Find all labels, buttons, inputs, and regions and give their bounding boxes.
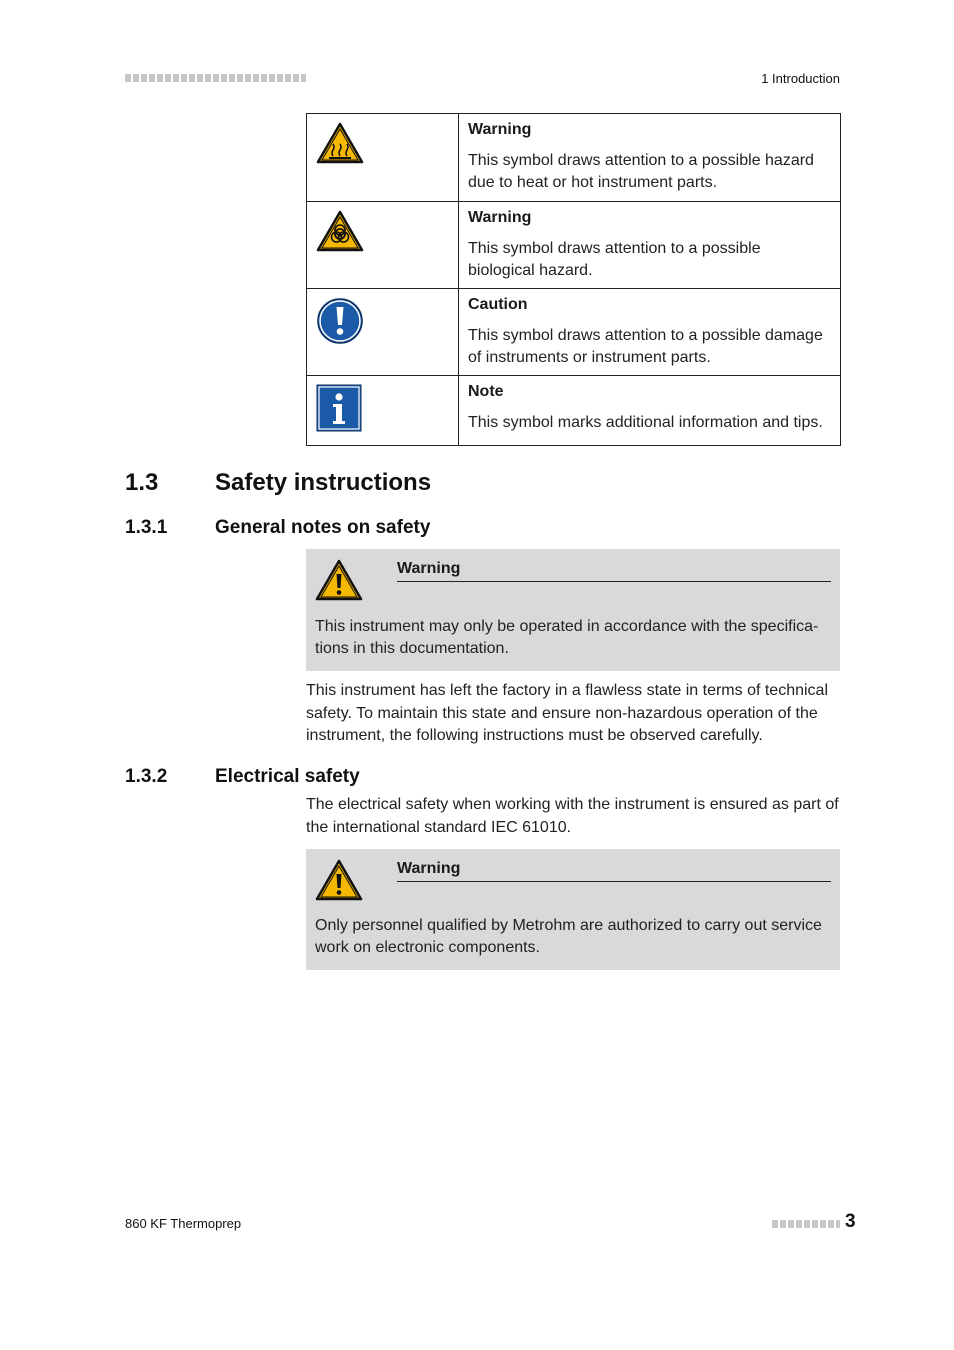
warning-title: Warning — [397, 859, 831, 882]
symbol-title: Warning — [468, 209, 532, 226]
product-name: 860 KF Thermoprep — [125, 1216, 242, 1231]
symbol-text-cell — [459, 289, 841, 376]
section-number: 1.3 — [125, 469, 159, 496]
table-row — [307, 289, 841, 376]
caution-exclamation-icon — [316, 297, 364, 345]
table-row — [307, 114, 841, 202]
warning-triangle-icon — [315, 859, 363, 901]
chapter-label: 1 Introduction — [761, 71, 840, 86]
table-row — [307, 202, 841, 289]
symbols-table — [306, 113, 841, 446]
section-title: Safety instructions — [215, 469, 432, 496]
hot-surface-icon — [316, 122, 364, 164]
subsection-title: Electrical safety — [215, 766, 360, 787]
warning-box — [306, 849, 840, 970]
warning-box — [306, 549, 840, 671]
symbol-description: This symbol draws attention to a possible damage of instruments or instrument parts. — [468, 327, 823, 366]
symbol-title: Warning — [468, 121, 532, 138]
symbol-description: This symbol draws attention to a possible hazard due to heat or hot instrument parts. — [468, 152, 814, 191]
table-row — [307, 376, 841, 446]
symbol-text-cell — [459, 202, 841, 289]
warning-text: This instrument may only be operated in accordance with the specifica-tions in this documentation. — [315, 618, 819, 657]
info-icon — [316, 384, 362, 432]
symbol-text-cell — [459, 114, 841, 202]
page-number: 3 — [845, 1211, 856, 1232]
body-paragraph: This instrument has left the factory in a flawless state in terms of technical safety. To maintain this state and ensure non-hazardous operation of the instrument, the following instructions must be observed carefully. — [306, 682, 828, 744]
icon-cell — [307, 202, 459, 289]
warning-text: Only personnel qualified by Metrohm are authorized to carry out service work on electronic components. — [315, 917, 822, 956]
warning-triangle-icon — [315, 559, 363, 601]
footer-decoration — [772, 1220, 840, 1228]
symbol-text-cell — [459, 376, 841, 446]
subsection-number: 1.3.2 — [125, 766, 168, 787]
warning-title: Warning — [397, 559, 831, 582]
subsection-number: 1.3.1 — [125, 517, 168, 538]
symbol-title: Caution — [468, 296, 528, 313]
body-paragraph: The electrical safety when working with the instrument is ensured as part of the international standard IEC 61010. — [306, 796, 839, 836]
biohazard-icon — [316, 210, 364, 252]
icon-cell — [307, 289, 459, 376]
icon-cell — [307, 114, 459, 202]
symbol-description: This symbol marks additional information and tips. — [468, 414, 823, 431]
icon-cell — [307, 376, 459, 446]
subsection-title: General notes on safety — [215, 517, 431, 538]
symbol-description: This symbol draws attention to a possible biological hazard. — [468, 240, 761, 279]
header-decoration — [125, 74, 306, 82]
symbol-title: Note — [468, 383, 504, 400]
